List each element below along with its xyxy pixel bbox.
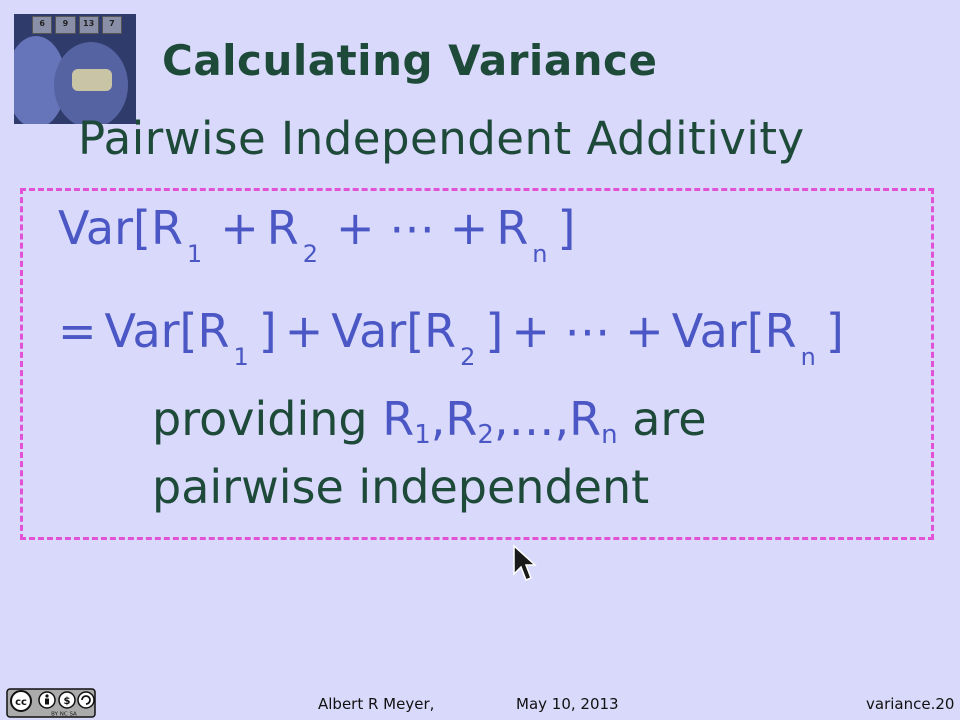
formula-term: Var[R — [58, 201, 183, 255]
mouse-pointer-icon — [512, 544, 538, 584]
bracket: ] — [825, 304, 844, 358]
webcam-label: 13 — [79, 16, 99, 34]
footer-author: Albert R Meyer, — [318, 695, 435, 713]
svg-text:$: $ — [63, 696, 71, 707]
slide-subtitle: Pairwise Independent Additivity — [78, 112, 805, 165]
bracket: ] — [485, 304, 504, 358]
plus-operator: + — [284, 304, 324, 358]
ellipsis-operator: + ⋯ + — [335, 201, 489, 255]
formula-term: R — [266, 201, 299, 255]
webcam-thumbnail — [14, 14, 136, 124]
variable-list: $R_1,R_2,\dots,R_n$ — [382, 392, 618, 450]
condition-word: providing — [152, 392, 368, 446]
webcam-label: 6 — [32, 16, 52, 34]
subscript: 1 — [233, 343, 249, 371]
equals-operator: = — [58, 304, 97, 358]
formula-term: Var[R — [104, 304, 230, 358]
webcam-label: 9 — [55, 16, 75, 34]
subscript: 2 — [460, 343, 476, 371]
slide-title: Calculating Variance — [162, 36, 658, 85]
formula-line-2 — [58, 304, 844, 371]
ellipsis-operator: + ⋯ + — [511, 304, 664, 358]
formula-line-1 — [58, 201, 576, 268]
svg-text:cc: cc — [15, 697, 27, 708]
bracket: ] — [258, 304, 277, 358]
formula-term: R — [496, 201, 529, 255]
subscript: n — [532, 240, 548, 268]
formula-term: Var[R — [671, 304, 797, 358]
webcam-label-strip — [32, 16, 122, 34]
footer-slide-id: variance.20 — [866, 695, 955, 713]
condition-line-2: pairwise independent — [152, 460, 650, 514]
condition-line-1 — [152, 392, 707, 450]
bracket: ] — [557, 201, 576, 255]
subscript: 1 — [186, 240, 203, 268]
condition-word: are — [632, 392, 707, 446]
formula-term: Var[R — [331, 304, 457, 358]
creative-commons-logo — [6, 688, 96, 718]
plus-operator: + — [220, 201, 259, 255]
subscript: n — [800, 343, 816, 371]
svg-text:BY NC SA: BY NC SA — [51, 711, 77, 718]
subscript: 2 — [302, 240, 318, 268]
webcam-label: 7 — [102, 16, 122, 34]
footer-date: May 10, 2013 — [516, 695, 619, 713]
